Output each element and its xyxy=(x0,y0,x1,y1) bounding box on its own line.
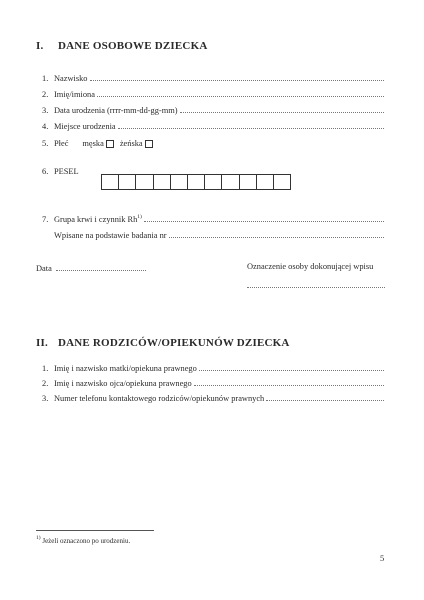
field-label: Imię/imiona xyxy=(54,90,95,99)
field-number: 3. xyxy=(42,394,49,403)
date-field[interactable] xyxy=(36,262,146,273)
field-birth-date[interactable] xyxy=(42,104,384,115)
pesel-cell[interactable] xyxy=(187,174,205,190)
fill-line[interactable] xyxy=(144,220,384,222)
field-number: 1. xyxy=(42,364,49,373)
field-label: Imię i nazwisko matki/opiekuna prawnego xyxy=(54,364,197,373)
field-label: Miejsce urodzenia xyxy=(54,122,116,131)
section-1-number: I. xyxy=(36,40,44,52)
field-number: 4. xyxy=(42,122,49,131)
pesel-cell[interactable] xyxy=(101,174,119,190)
fill-line[interactable] xyxy=(266,399,384,401)
blood-label-text: Grupa krwi i czynnik Rh xyxy=(54,215,138,224)
pesel-cell[interactable] xyxy=(239,174,257,190)
pesel-cell[interactable] xyxy=(204,174,222,190)
field-number: 6. xyxy=(42,167,49,176)
section-1-heading xyxy=(36,40,207,52)
field-label: Nazwisko xyxy=(54,74,88,83)
pesel-cell[interactable] xyxy=(256,174,274,190)
field-number: 5. xyxy=(42,139,49,148)
field-first-names[interactable] xyxy=(42,88,384,99)
footnote-text: Jeżeli oznaczono po urodzeniu. xyxy=(42,537,131,545)
pesel-cell[interactable] xyxy=(221,174,239,190)
section-2-heading xyxy=(36,337,290,349)
section-2-number: II. xyxy=(36,337,48,349)
fill-line[interactable] xyxy=(194,384,384,386)
footnote-rule xyxy=(36,530,154,531)
sex-male-label: męska xyxy=(82,139,104,148)
field-label: Płeć xyxy=(54,139,69,148)
sex-female-checkbox[interactable] xyxy=(145,140,153,148)
field-label xyxy=(54,214,142,224)
fill-line[interactable] xyxy=(97,95,384,97)
field-number: 7. xyxy=(42,215,49,224)
page-number: 5 xyxy=(380,553,385,563)
section-1-title: DANE OSOBOWE DZIECKA xyxy=(58,40,208,52)
fill-line[interactable] xyxy=(169,236,384,238)
pesel-cell[interactable] xyxy=(170,174,188,190)
field-blood-test-number[interactable] xyxy=(54,229,384,240)
field-label: PESEL xyxy=(54,167,79,176)
field-sex xyxy=(42,137,384,148)
pesel-cell[interactable] xyxy=(153,174,171,190)
signature-line[interactable] xyxy=(247,287,385,288)
field-label: Data urodzenia (rrrr-mm-dd-gg-mm) xyxy=(54,106,178,115)
date-label: Data xyxy=(36,264,52,273)
sex-female-label: żeńska xyxy=(119,139,143,148)
fill-line[interactable] xyxy=(199,369,384,371)
fill-line[interactable] xyxy=(118,127,384,129)
pesel-cell[interactable] xyxy=(118,174,136,190)
field-blood-group[interactable] xyxy=(42,213,384,224)
field-number: 3. xyxy=(42,106,49,115)
field-mother-name[interactable] xyxy=(42,362,384,373)
section-2-title: DANE RODZICÓW/OPIEKUNÓW DZIECKA xyxy=(58,337,290,349)
sex-male-checkbox[interactable] xyxy=(106,140,114,148)
field-label: Imię i nazwisko ojca/opiekuna prawnego xyxy=(54,379,192,388)
field-number: 1. xyxy=(42,74,49,83)
field-surname[interactable] xyxy=(42,72,384,83)
footnote xyxy=(36,535,130,545)
field-number: 2. xyxy=(42,379,49,388)
pesel-boxes[interactable] xyxy=(102,174,291,190)
pesel-cell[interactable] xyxy=(273,174,291,190)
signature-label: Oznaczenie osoby dokonującej wpisu xyxy=(247,262,374,271)
footnote-mark: 1) xyxy=(36,535,41,541)
field-birth-place[interactable] xyxy=(42,120,384,131)
fill-line[interactable] xyxy=(90,79,385,81)
footnote-mark: 1) xyxy=(137,214,142,220)
field-father-name[interactable] xyxy=(42,377,384,388)
field-label: Wpisane na podstawie badania nr xyxy=(54,231,167,240)
field-number: 2. xyxy=(42,90,49,99)
pesel-cell[interactable] xyxy=(135,174,153,190)
field-label: Numer telefonu kontaktowego rodziców/opiekunów prawnych xyxy=(54,394,265,403)
field-parents-phone[interactable] xyxy=(42,392,384,403)
fill-line[interactable] xyxy=(180,111,384,113)
fill-line[interactable] xyxy=(56,269,146,271)
